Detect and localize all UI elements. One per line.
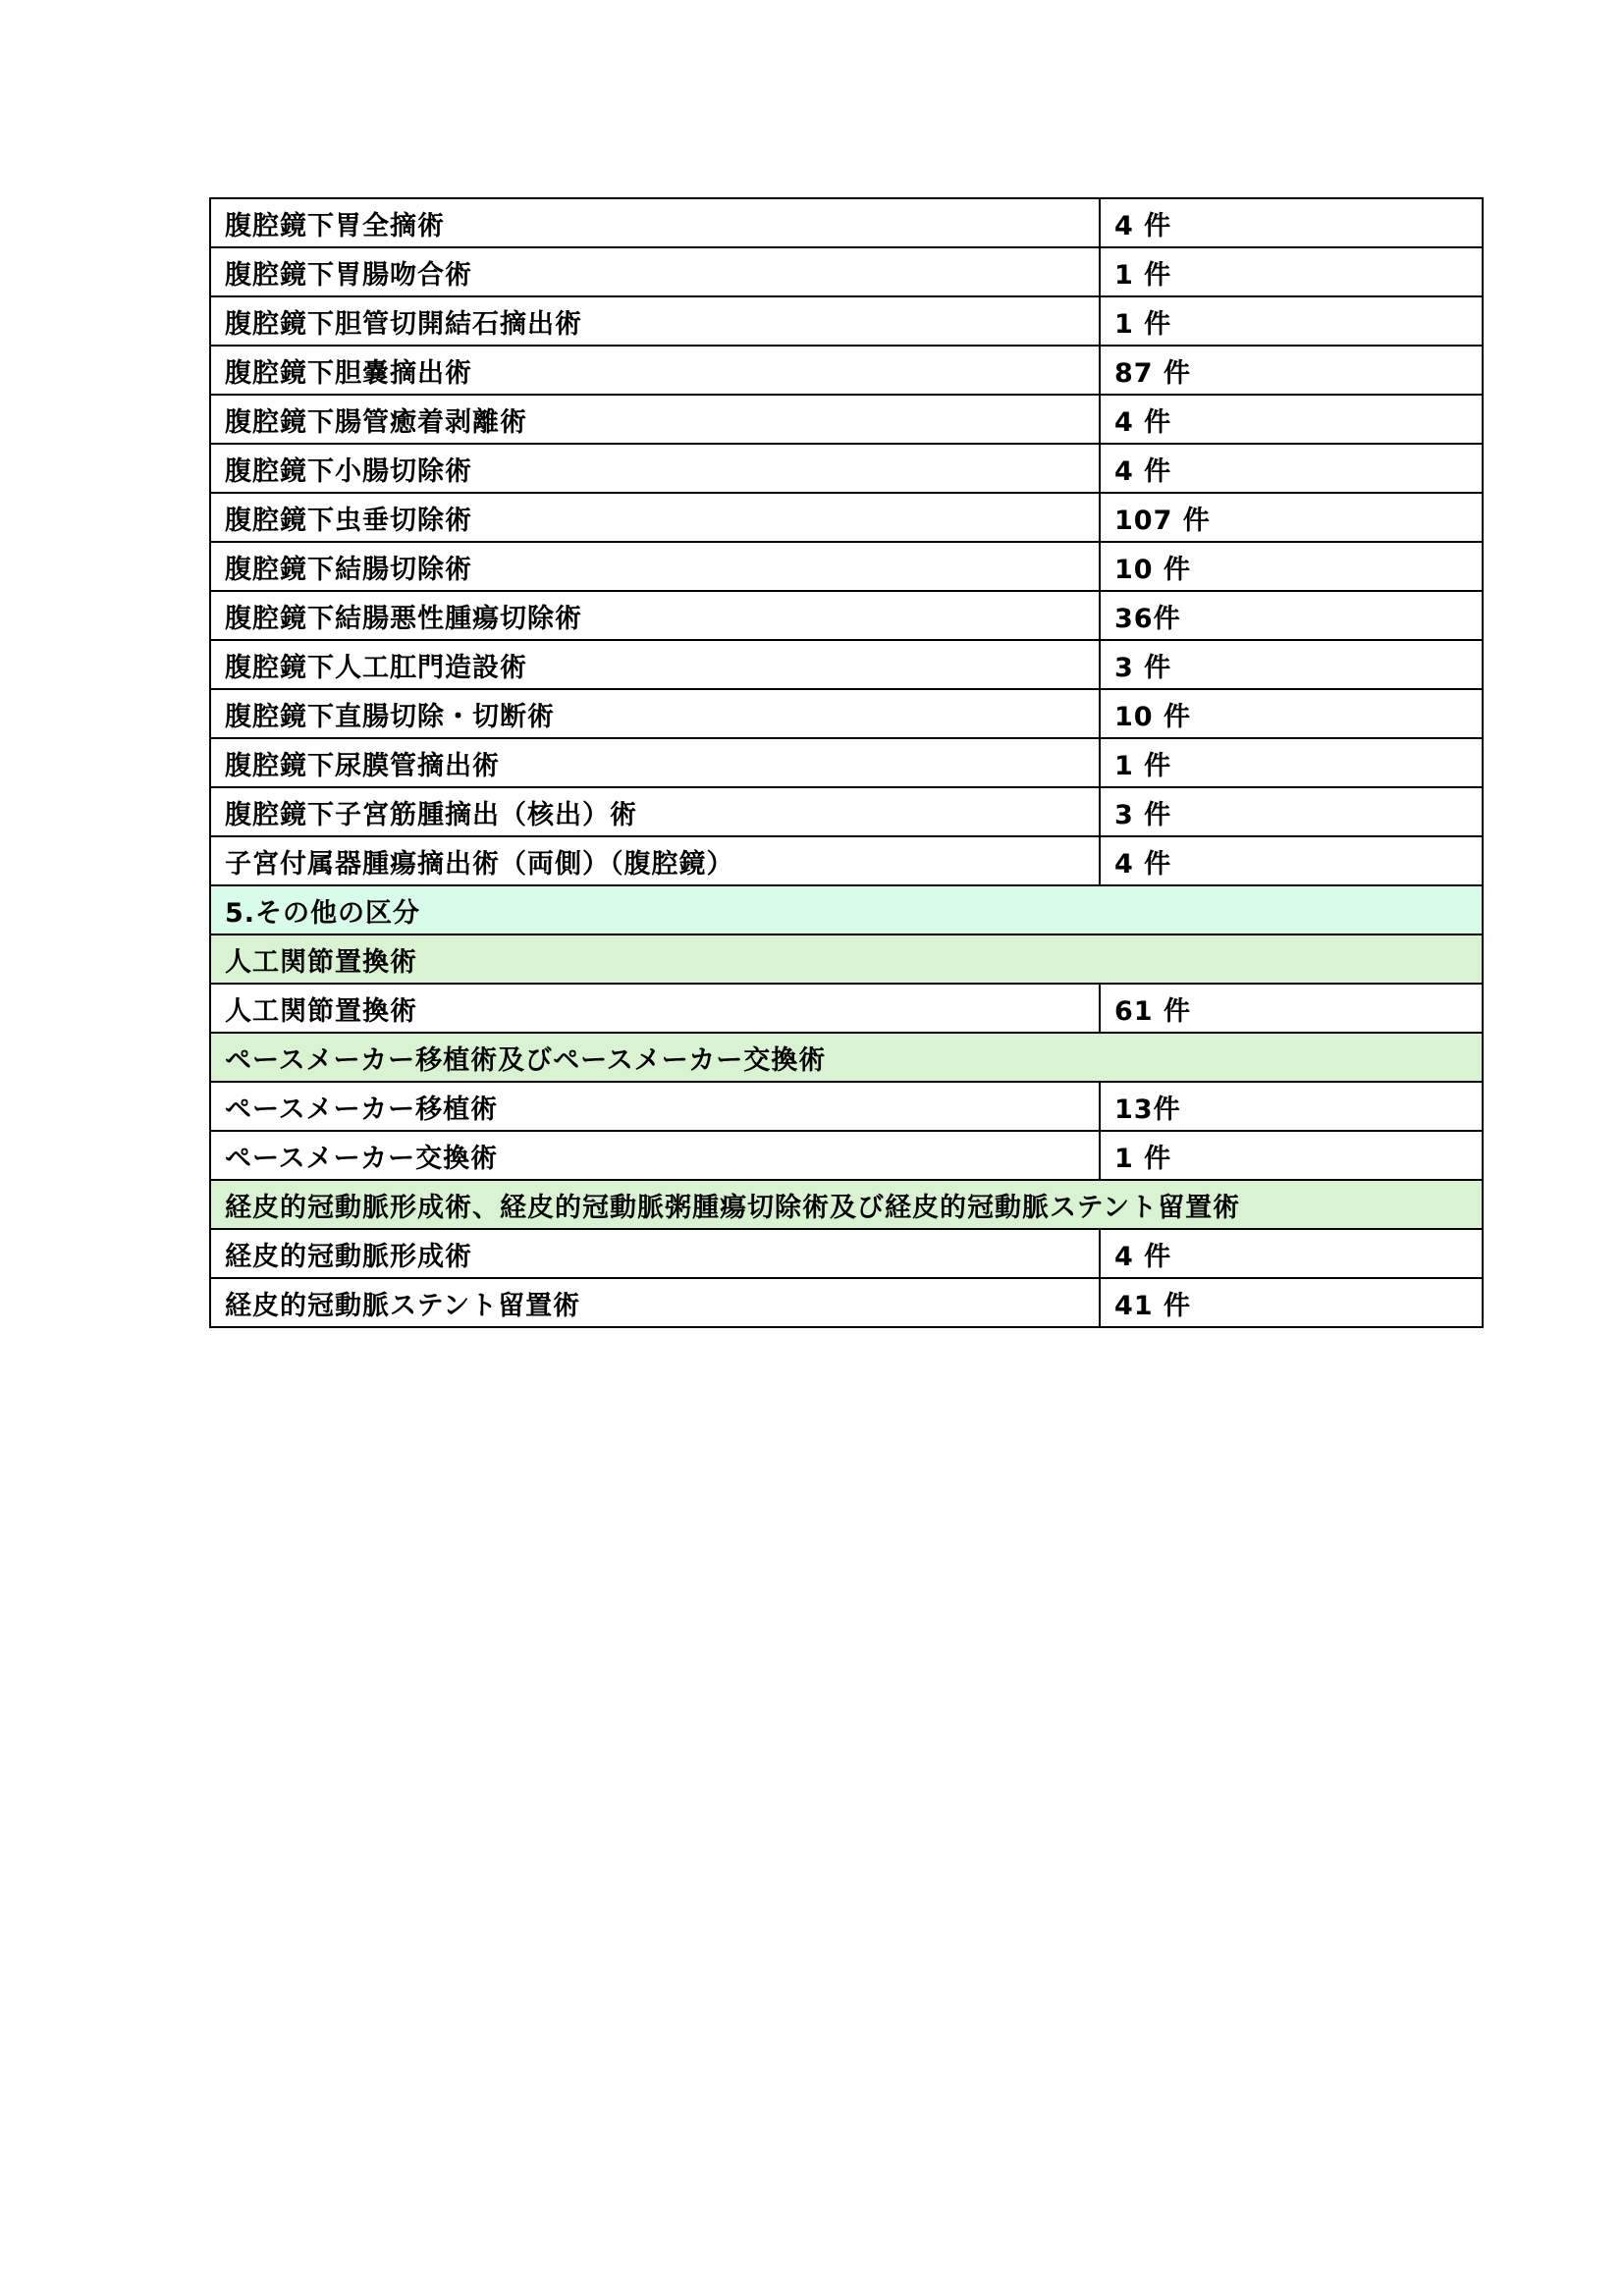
procedure-name: 腹腔鏡下子宮筋腫摘出（核出）術 [210, 787, 1100, 836]
case-count: 4 件 [1100, 395, 1483, 444]
procedure-name: 腹腔鏡下結腸切除術 [210, 542, 1100, 591]
case-count: 10 件 [1100, 542, 1483, 591]
case-count: 13件 [1100, 1082, 1483, 1131]
table-row [210, 1278, 1483, 1327]
table-row [210, 198, 1483, 247]
table-row [210, 247, 1483, 296]
procedure-name: 腹腔鏡下腸管癒着剥離術 [210, 395, 1100, 444]
table-row [210, 640, 1483, 689]
case-count: 10 件 [1100, 689, 1483, 738]
case-count: 3 件 [1100, 787, 1483, 836]
subsection-title: 人工関節置換術 [210, 934, 1483, 984]
procedure-name: 腹腔鏡下胃腸吻合術 [210, 247, 1100, 296]
procedure-name: 腹腔鏡下虫垂切除術 [210, 493, 1100, 542]
table-row [210, 836, 1483, 885]
table-row [210, 1082, 1483, 1131]
procedure-name: ペースメーカー移植術 [210, 1082, 1100, 1131]
subsection-header-row [210, 934, 1483, 984]
procedure-name: 腹腔鏡下胆嚢摘出術 [210, 346, 1100, 395]
table-row [210, 296, 1483, 346]
section-title: 5.その他の区分 [210, 885, 1483, 934]
case-count: 36件 [1100, 591, 1483, 640]
case-count: 107 件 [1100, 493, 1483, 542]
procedure-name: 腹腔鏡下人工肛門造設術 [210, 640, 1100, 689]
case-count: 4 件 [1100, 1229, 1483, 1278]
table-row [210, 984, 1483, 1033]
procedure-name: 腹腔鏡下尿膜管摘出術 [210, 738, 1100, 787]
case-count: 61 件 [1100, 984, 1483, 1033]
subsection-header-row [210, 1033, 1483, 1082]
procedure-name: 腹腔鏡下胃全摘術 [210, 198, 1100, 247]
table-row [210, 1229, 1483, 1278]
case-count: 1 件 [1100, 247, 1483, 296]
procedure-table-body [210, 198, 1483, 1327]
case-count: 1 件 [1100, 738, 1483, 787]
case-count: 4 件 [1100, 444, 1483, 493]
case-count: 3 件 [1100, 640, 1483, 689]
procedure-name: 人工関節置換術 [210, 984, 1100, 1033]
table-row [210, 1131, 1483, 1180]
subsection-title: ペースメーカー移植術及びペースメーカー交換術 [210, 1033, 1483, 1082]
procedure-name: 腹腔鏡下小腸切除術 [210, 444, 1100, 493]
procedure-name: 経皮的冠動脈形成術 [210, 1229, 1100, 1278]
case-count: 4 件 [1100, 836, 1483, 885]
procedure-name: 腹腔鏡下結腸悪性腫瘍切除術 [210, 591, 1100, 640]
table-row [210, 787, 1483, 836]
procedure-name: 腹腔鏡下直腸切除・切断術 [210, 689, 1100, 738]
procedure-count-table [209, 197, 1484, 1328]
subsection-title: 経皮的冠動脈形成術、経皮的冠動脈粥腫瘍切除術及び経皮的冠動脈ステント留置術 [210, 1180, 1483, 1229]
section-header-row [210, 885, 1483, 934]
table-row [210, 738, 1483, 787]
case-count: 4 件 [1100, 198, 1483, 247]
table-row [210, 395, 1483, 444]
procedure-name: 子宮付属器腫瘍摘出術（両側）（腹腔鏡） [210, 836, 1100, 885]
table-row [210, 689, 1483, 738]
case-count: 41 件 [1100, 1278, 1483, 1327]
procedure-name: 経皮的冠動脈ステント留置術 [210, 1278, 1100, 1327]
table-row [210, 346, 1483, 395]
case-count: 87 件 [1100, 346, 1483, 395]
subsection-header-row [210, 1180, 1483, 1229]
table-row [210, 542, 1483, 591]
case-count: 1 件 [1100, 296, 1483, 346]
table-row [210, 591, 1483, 640]
table-row [210, 493, 1483, 542]
table-row [210, 444, 1483, 493]
procedure-name: 腹腔鏡下胆管切開結石摘出術 [210, 296, 1100, 346]
procedure-name: ペースメーカー交換術 [210, 1131, 1100, 1180]
case-count: 1 件 [1100, 1131, 1483, 1180]
